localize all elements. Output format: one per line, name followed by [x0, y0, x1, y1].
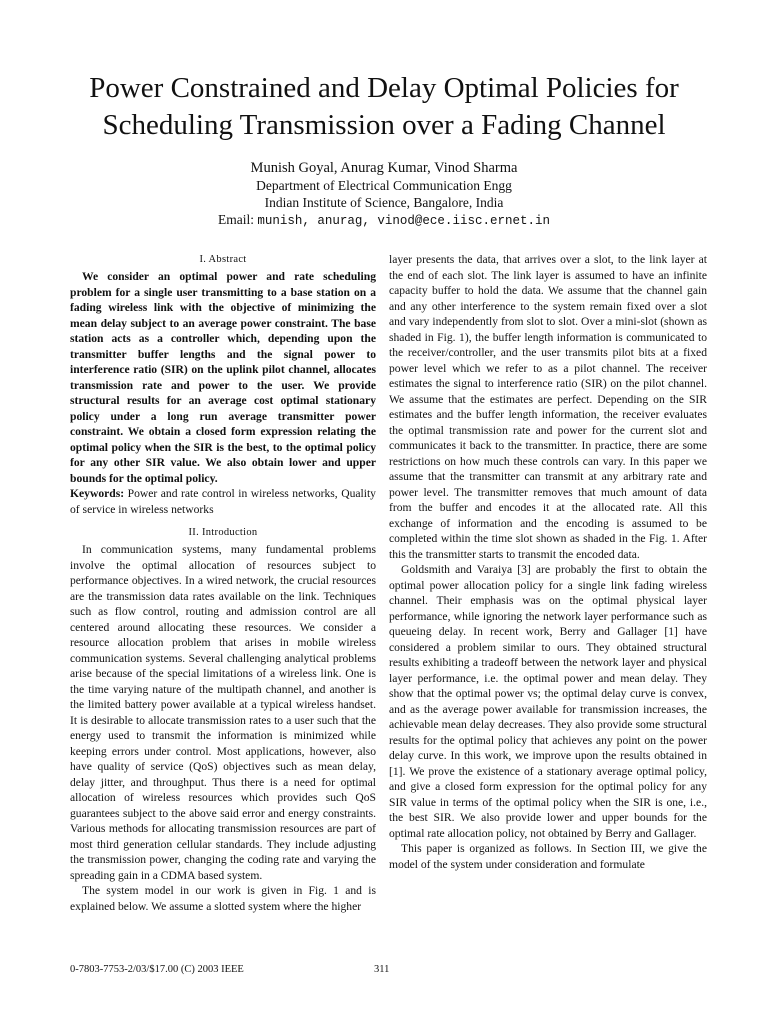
author-department: Department of Electrical Communication Engg	[256, 178, 512, 193]
title-line-2: Scheduling Transmission over a Fading Channel	[102, 109, 666, 141]
right-column	[389, 252, 707, 872]
right-paragraph-3: This paper is organized as follows. In Section III, we give the model of the system under consideration and formulate	[389, 842, 707, 871]
footer-copyright: 0-7803-7753-2/03/$17.00 (C) 2003 IEEE	[70, 964, 244, 975]
email-address: munish, anurag, vinod@ece.iisc.ernet.in	[257, 214, 550, 228]
page-number: 311	[374, 964, 390, 975]
paper-title	[40, 70, 728, 144]
keywords-label: Keywords:	[70, 487, 125, 500]
title-line-1: Power Constrained and Delay Optimal Policies for	[89, 72, 679, 104]
keywords	[70, 486, 376, 517]
email-label: Email:	[218, 212, 255, 227]
intro-paragraph-2: The system model in our work is given in Fig. 1 and is explained below. We assume a slotted system where the higher	[70, 884, 376, 913]
keywords-text: Power and rate control in wireless networks, Quality of service in wireless networks	[70, 487, 376, 516]
abstract-heading: I. Abstract	[199, 254, 247, 265]
author-email	[0, 211, 768, 230]
abstract-text: We consider an optimal power and rate scheduling problem for a single user transmitting to a base station on a fading wireless link with the objective of minimizing the mean delay subject to an average power constraint. The base station acts as a controller which, depending upon the transmitter buffer lengths and the signal power to interference ratio (SIR) on the uplink pilot channel, allocates transmission rate and power to the user. We provide structural results for an average cost optimal stationary policy under a long run average transmitter power constraint. We obtain a closed form expression relating the optimal policy when the SIR is the best, to the optimal policy for any other SIR value. We also obtain lower and upper bounds for the optimal policy.	[70, 270, 376, 485]
introduction-heading: II. Introduction	[188, 527, 258, 538]
author-institute: Indian Institute of Science, Bangalore, India	[264, 195, 504, 210]
author-names: Munish Goyal, Anurag Kumar, Vinod Sharma	[250, 160, 518, 176]
right-paragraph-1: layer presents the data, that arrives over a slot, to the link layer at the end of each slot. The link layer is assumed to have an infinite capacity buffer to hold the data. We assume that the channel gain and any other interference to the system remain fixed over a slot and vary independently from slot to slot. Over a mini-slot (shown as shaded in Fig. 1), the buffer length information is communicated to the receiver/controller, and the user transmits pilot bits at a fixed power level which we refer to as a pilot channel. The receiver estimates the signal to interference ratio (SIR) on the pilot channel. We assume that the estimates are perfect. Depending on the SIR estimates and the buffer length information, the receiver evaluates the optimal transmission rate and power for the current slot and communicates it back to the transmitter. In practice, there are some restrictions on how much these controls can vary. In this paper we assume that the transmitter can transmit at any arbitrary rate and power level. The transmitter removes that much amount of data from the buffer and encodes it at the allocated rate. All this exchange of information and the encoding is assumed to be completed within the time slot shown as shaded in the Fig. 1. After this the transmitter starts to transmit the encoded data.	[389, 253, 707, 561]
intro-paragraph-1: In communication systems, many fundamental problems involve the optimal allocation of resources subject to performance objectives. In a wired network, the crucial resources are the transmission data rates available on the link. Techniques such as flow control, routing and admission control are all centered around allocating these resources. We consider a resource allocation problem that arises in mobile wireless communication systems. Several challenging analytical problems arise because of the special limitations of a wireless link. One is the time varying nature of the multipath channel, and another is the limited battery power available at a typical wireless handset. It is desirable to allocate transmission rates to a user such that the energy used to transmit the information is minimized while keeping errors under control. Most applications, however, also have quality of service (QoS) objectives such as mean delay, delay jitter, and throughput. Thus there is a need for optimal allocation of wireless resources which provides such QoS guarantees subject to the above said error and energy constraints. Various methods for allocating transmission resources are part of most third generation cellular standards. They include adjusting the transmission power, changing the coding rate and varying the spreading gain in a CDMA based system.	[70, 543, 376, 882]
author-block	[0, 160, 768, 230]
right-paragraph-2: Goldsmith and Varaiya [3] are probably the first to obtain the optimal power allocation policy for a single link fading wireless channel. Their emphasis was on the optimal physical layer performance, while ignoring the network layer performance such as queueing delay. In recent work, Berry and Gallager [1] have considered a problem similar to ours. They obtained structural results exhibiting a tradeoff between the network layer and physical layer performance, i.e. the optimal power and mean delay. They show that the optimal power vs; the optimal delay curve is convex, and as the average power available for transmission increases, the achievable mean delay decreases. They also provide some structural results for the optimal policy that achieves any point on the power delay curve. In this work, we improve upon the results obtained in [1]. We prove the existence of a stationary average optimal policy, and give a closed form expression for the optimal policy for any SIR value in terms of the optimal policy when the SIR is one, i.e., the best SIR. We also provide lower and upper bounds for the optimal rate allocation policy, not obtained by Berry and Gallager.	[389, 563, 707, 840]
left-column	[70, 252, 376, 914]
